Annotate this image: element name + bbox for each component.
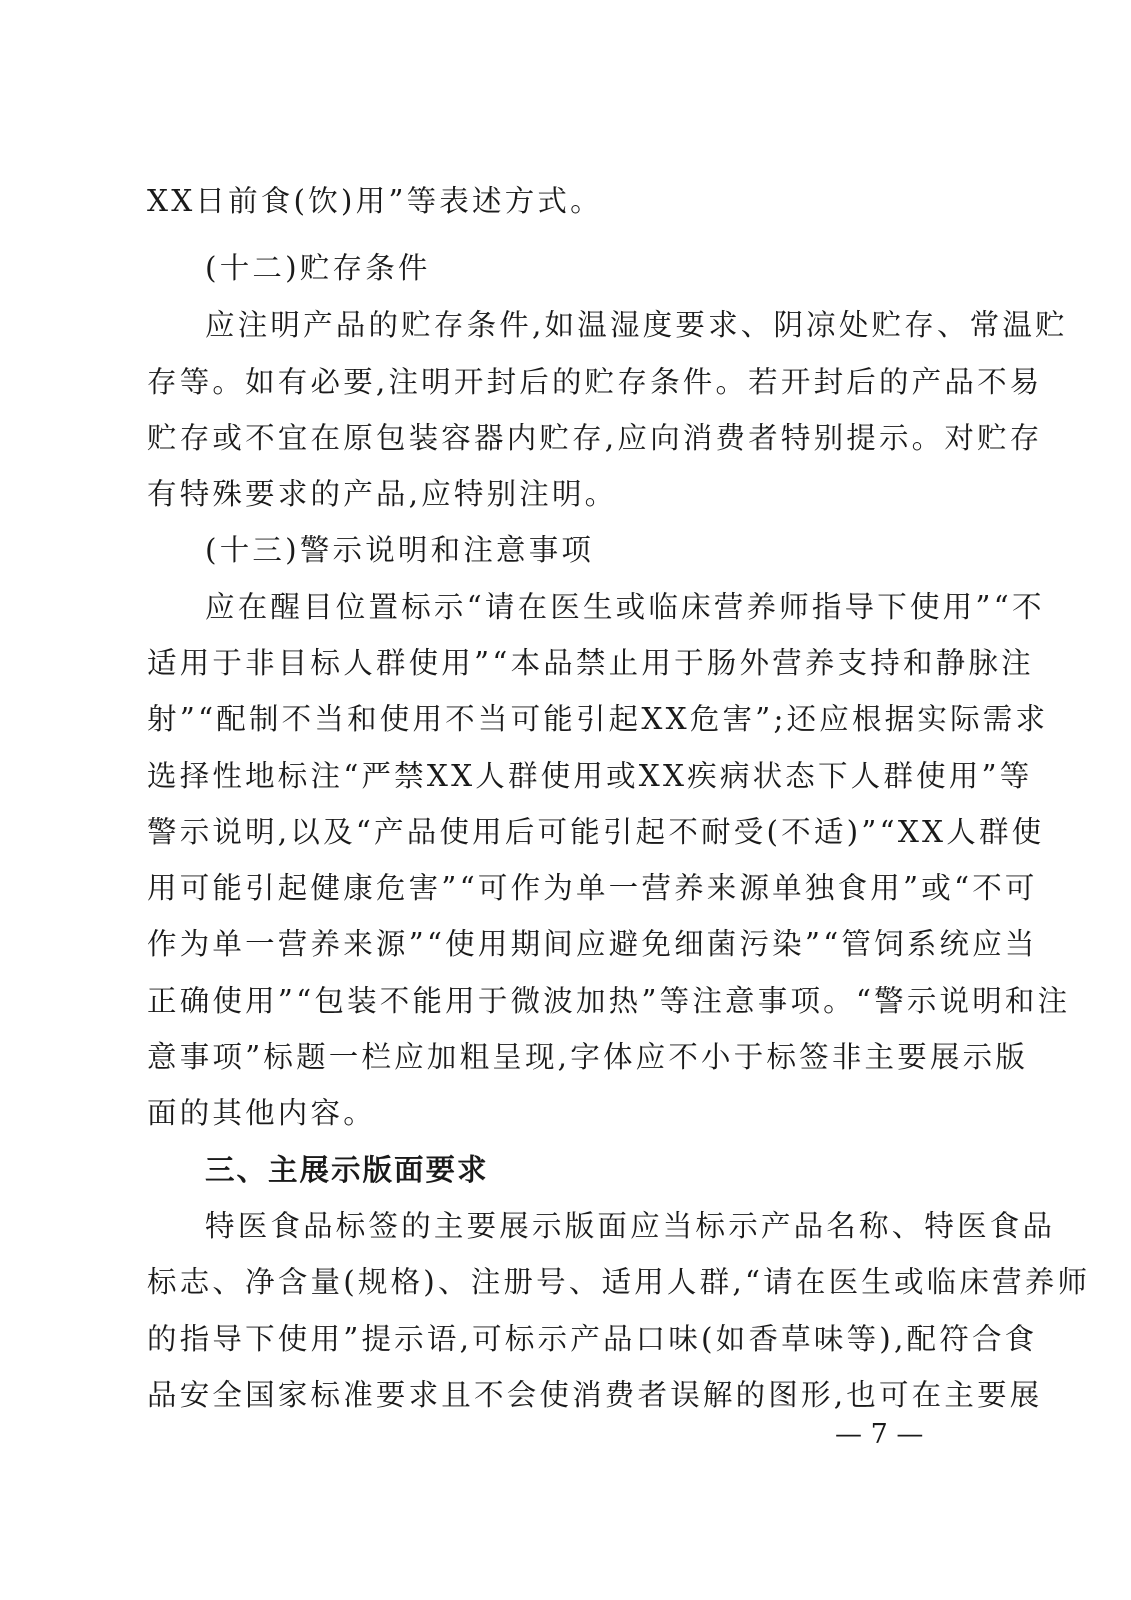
section-heading-bold: 三、主展示版面要求: [205, 1153, 489, 1187]
page-number: — 7 —: [835, 1419, 924, 1450]
paragraph-line: 射”“配制不当和使用不当可能引起XX危害”;还应根据实际需求: [147, 702, 1049, 736]
paragraph-line: 贮存或不宜在原包装容器内贮存,应向消费者特别提示。对贮存: [147, 421, 1043, 455]
paragraph-line: 警示说明,以及“产品使用后可能引起不耐受(不适)”“XX人群使: [147, 815, 1045, 849]
paragraph-line: 面的其他内容。: [147, 1096, 376, 1130]
paragraph-line: 正确使用”“包装不能用于微波加热”等注意事项。“警示说明和注: [147, 984, 1071, 1018]
paragraph-line: 存等。如有必要,注明开封后的贮存条件。若开封后的产品不易: [147, 365, 1043, 399]
paragraph-line: 品安全国家标准要求且不会使消费者误解的图形,也可在主要展: [147, 1378, 1043, 1412]
paragraph-line: 特医食品标签的主要展示版面应当标示产品名称、特医食品: [205, 1209, 1056, 1243]
paragraph-line: 作为单一营养来源”“使用期间应避免细菌污染”“管饲系统应当: [147, 927, 1038, 961]
paragraph-line: 用可能引起健康危害”“可作为单一营养来源单独食用”或“不可: [147, 871, 1038, 905]
section-heading: (十二)贮存条件: [205, 251, 431, 285]
section-heading: (十三)警示说明和注意事项: [205, 533, 595, 567]
paragraph-line: 有特殊要求的产品,应特别注明。: [147, 477, 618, 511]
paragraph-line: 选择性地标注“严禁XX人群使用或XX疾病状态下人群使用”等: [147, 759, 1033, 793]
paragraph-line: 应在醒目位置标示“请在医生或临床营养师指导下使用”“不: [205, 590, 1045, 624]
paragraph-line: 适用于非目标人群使用”“本品禁止用于肠外营养支持和静脉注: [147, 646, 1034, 680]
paragraph-line: 标志、净含量(规格)、注册号、适用人群,“请在医生或临床营养师: [147, 1265, 1091, 1299]
paragraph-line: XX日前食(饮)用”等表述方式。: [147, 184, 603, 218]
paragraph-line: 意事项”标题一栏应加粗呈现,字体应不小于标签非主要展示版: [147, 1040, 1029, 1074]
paragraph-line: 的指导下使用”提示语,可标示产品口味(如香草味等),配符合食: [147, 1322, 1038, 1356]
paragraph-line: 应注明产品的贮存条件,如温湿度要求、阴凉处贮存、常温贮: [205, 308, 1068, 342]
